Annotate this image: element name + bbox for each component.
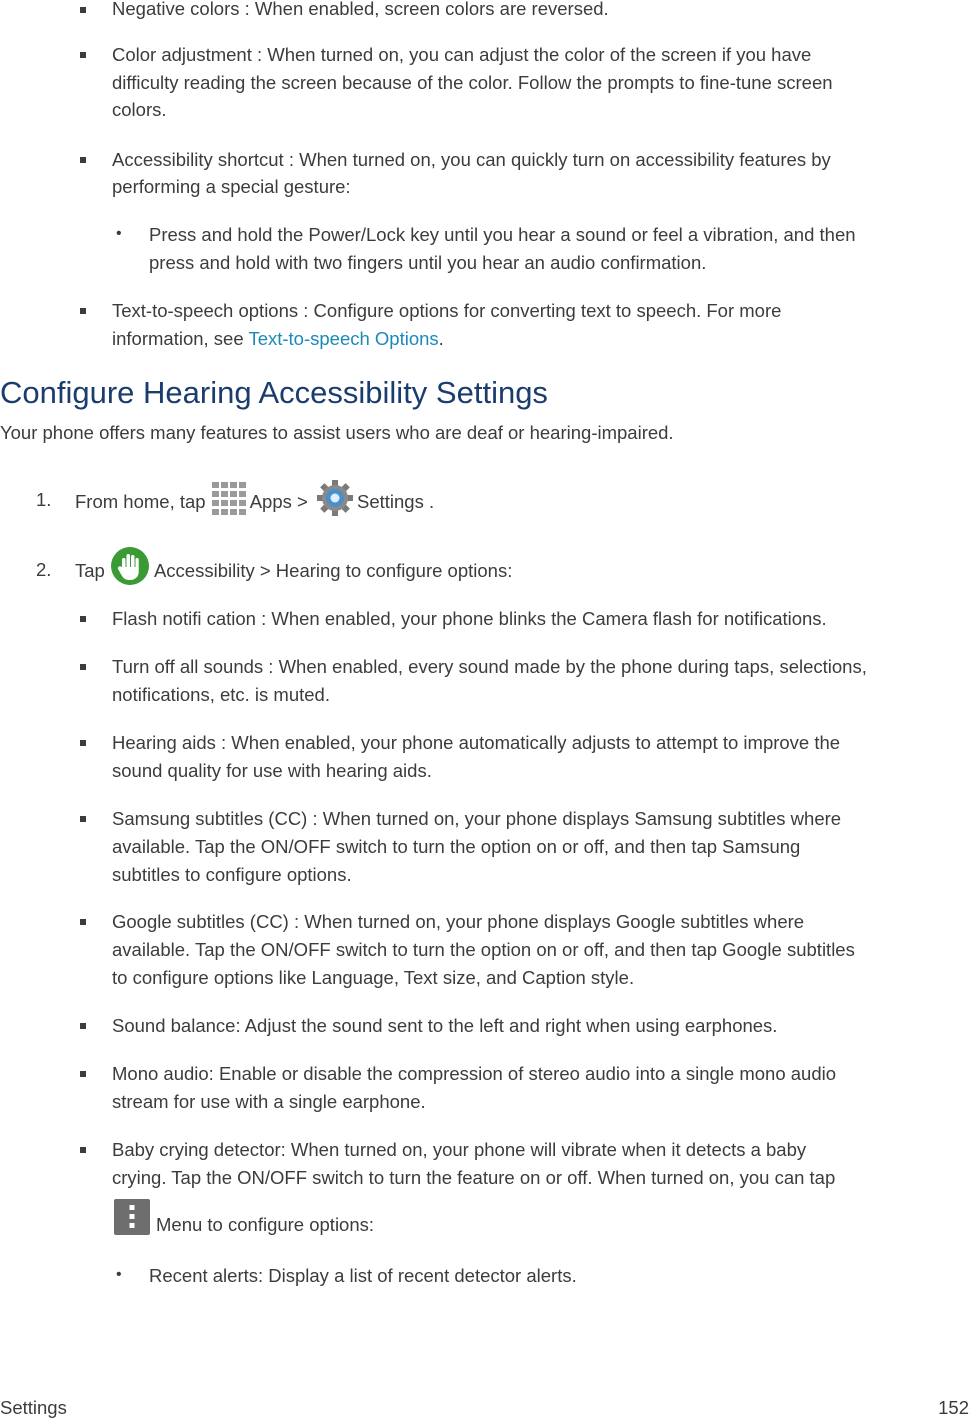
list-item-tts-line2: information, see Text-to-speech Options.	[112, 328, 444, 349]
list-bullet	[80, 308, 86, 314]
list-item-baby-crying-line3: Menu to configure options:	[112, 1213, 374, 1237]
step-number: 2.	[36, 559, 52, 580]
list-item-accessibility-shortcut-line2: performing a special gesture:	[112, 176, 351, 197]
accessibility-hand-icon	[110, 546, 150, 586]
list-item-mono-audio: Mono audio: Enable or disable the compression of stereo audio into a single mono audio	[112, 1063, 837, 1084]
list-item-tts: Text-to-speech options : Configure options for converting text to speech. For more	[112, 300, 782, 321]
list-item-turn-off-sounds: Turn off all sounds : When enabled, every sound made by the phone during taps, selections,	[112, 656, 867, 677]
list-item-baby-crying-line2: crying. Tap the ON/OFF switch to turn the feature on or off. When turned on, you can tap	[112, 1167, 836, 1188]
footer-section: Settings	[0, 1397, 67, 1418]
tts-link[interactable]: Text-to-speech Options	[248, 328, 439, 349]
list-item-google-subtitles-line3: to configure options like Language, Text size, and Caption style.	[112, 967, 635, 988]
sub-item-press-hold: Press and hold the Power/Lock key until you hear a sound or feel a vibration, and then	[149, 224, 856, 245]
list-item-sound-balance: Sound balance: Adjust the sound sent to the left and right when using earphones.	[112, 1015, 778, 1036]
list-bullet	[80, 1023, 86, 1029]
list-bullet	[80, 1147, 86, 1153]
footer-page-number: 152	[938, 1397, 969, 1418]
list-item-accessibility-shortcut: Accessibility shortcut : When turned on, you can quickly turn on accessibility features by	[112, 149, 831, 170]
list-bullet	[80, 7, 86, 13]
sub-bullet: •	[116, 1266, 122, 1283]
list-item-samsung-subtitles-line2: available. Tap the ON/OFF switch to turn the option on or off, and then tap Samsung	[112, 836, 801, 857]
list-item-baby-crying: Baby crying detector: When turned on, your phone will vibrate when it detects a baby	[112, 1139, 807, 1160]
list-bullet	[80, 816, 86, 822]
list-bullet	[80, 616, 86, 622]
intro-text: Your phone offers many features to assist users who are deaf or hearing-impaired.	[0, 422, 674, 443]
list-item-color-adjustment-line2: difficulty reading the screen because of the color. Follow the prompts to fine-tune screen	[112, 72, 833, 93]
list-item-google-subtitles: Google subtitles (CC) : When turned on, your phone displays Google subtitles where	[112, 911, 805, 932]
step-number: 1.	[36, 489, 52, 510]
list-bullet	[80, 1071, 86, 1077]
list-bullet	[80, 157, 86, 163]
sub-item-recent-alerts: Recent alerts: Display a list of recent detector alerts.	[149, 1265, 577, 1286]
settings-gear-icon	[315, 478, 355, 518]
list-item-flash-notification: Flash notifi cation : When enabled, your phone blinks the Camera flash for notifications.	[112, 608, 827, 629]
list-item-hearing-aids: Hearing aids : When enabled, your phone automatically adjusts to attempt to improve the	[112, 732, 841, 753]
list-bullet	[80, 664, 86, 670]
list-item-turn-off-sounds-line2: notifications, etc. is muted.	[112, 684, 330, 705]
list-bullet	[80, 740, 86, 746]
apps-icon	[211, 481, 247, 517]
section-heading: Configure Hearing Accessibility Settings	[0, 375, 548, 410]
list-item-color-adjustment: Color adjustment : When turned on, you can adjust the color of the screen if you have	[112, 44, 812, 65]
sub-bullet: •	[116, 225, 122, 242]
step-2: Tap Accessibility > Hearing to configure options:	[75, 558, 512, 586]
list-item-samsung-subtitles-line3: subtitles to configure options.	[112, 864, 352, 885]
list-item-samsung-subtitles: Samsung subtitles (CC) : When turned on, your phone displays Samsung subtitles where	[112, 808, 842, 829]
list-item-negative-colors: Negative colors : When enabled, screen colors are reversed.	[112, 0, 609, 19]
menu-icon	[112, 1197, 152, 1237]
sub-item-press-hold-line2: press and hold with two fingers until you hear an audio confirmation.	[149, 252, 707, 273]
list-item-mono-audio-line2: stream for use with a single earphone.	[112, 1091, 426, 1112]
list-bullet	[80, 52, 86, 58]
list-item-google-subtitles-line2: available. Tap the ON/OFF switch to turn the option on or off, and then tap Google subtitles	[112, 939, 855, 960]
list-item-hearing-aids-line2: sound quality for use with hearing aids.	[112, 760, 432, 781]
list-item-color-adjustment-line3: colors.	[112, 99, 167, 120]
list-bullet	[80, 919, 86, 925]
step-1: From home, tap Apps > Settings .	[75, 488, 434, 518]
